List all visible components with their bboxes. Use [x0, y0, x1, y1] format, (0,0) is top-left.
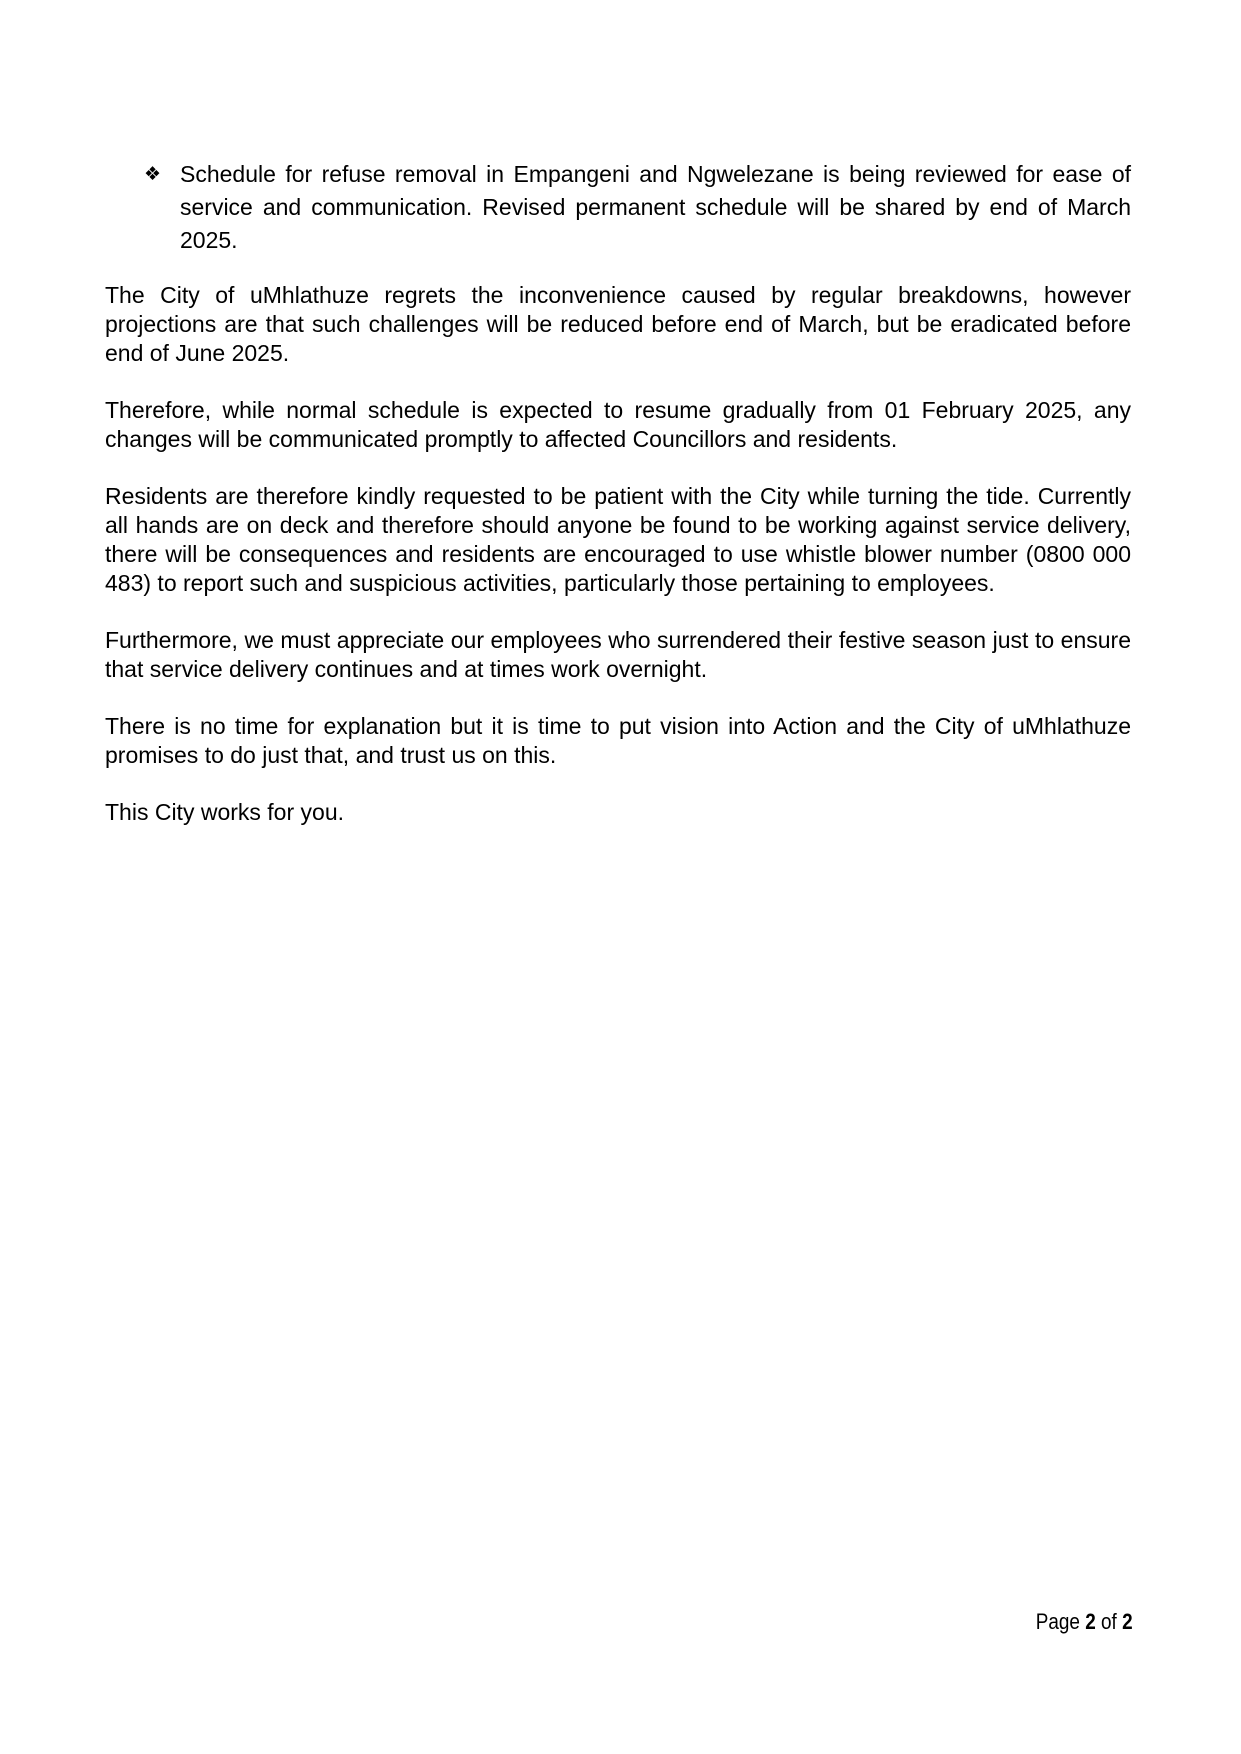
- paragraph-closing: This City works for you.: [105, 799, 344, 825]
- of-label: of: [1101, 1609, 1118, 1634]
- bullet-text: Schedule for refuse removal in Empangeni and Ngwelezane is being reviewed for ease of service and communication. Revised permanent schedule will be shared by end of March 2025.: [180, 161, 1131, 253]
- page-label: Page: [1036, 1609, 1081, 1634]
- paragraph-employee-appreciation: Furthermore, we must appreciate our employees who surrendered their festive season just to ensure that service delivery continues and at times work overnight.: [105, 627, 1131, 682]
- four-diamond-bullet-icon: ❖: [144, 163, 162, 185]
- paragraph-normal-schedule: Therefore, while normal schedule is expected to resume gradually from 01 February 2025, any changes will be communicated promptly to affected Councillors and residents.: [105, 397, 1131, 452]
- total-pages-number: 2: [1122, 1609, 1133, 1634]
- page-number-footer: [1036, 1609, 1133, 1635]
- document-body: [105, 158, 1131, 855]
- current-page-number: 2: [1085, 1609, 1097, 1634]
- paragraph-regrets: The City of uMhlathuze regrets the inconvenience caused by regular breakdowns, however projections are that such challenges will be reduced before end of March, but be eradicated before end of June 2025.: [105, 282, 1131, 366]
- paragraph-vision-into-action: There is no time for explanation but it is time to put vision into Action and the City of uMhlathuze promises to do just that, and trust us on this.: [105, 713, 1131, 768]
- paragraph-residents-patience: Residents are therefore kindly requested to be patient with the City while turning the tide. Currently all hands are on deck and therefore should anyone be found to be working against service delivery, there will be consequences and residents are encouraged to use whistle blower number (0800 000 483) to report such and suspicious activities, particularly those pertaining to employees.: [105, 483, 1131, 596]
- bullet-list-item: [105, 158, 1131, 257]
